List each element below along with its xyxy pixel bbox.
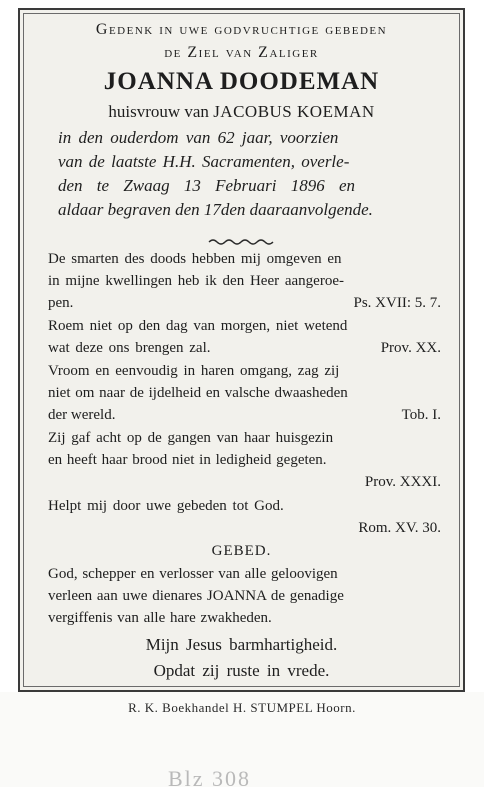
prayer-line-3: vergiffenis van alle hare zwakheden. [48, 610, 272, 626]
verse-1-reference: Ps. XVII: 5. 7. [353, 295, 441, 311]
verse-3-reference: Tob. I. [401, 407, 441, 423]
verse-4-line-2: en heeft haar brood niet in ledigheid gegeten. [48, 452, 327, 468]
verse-2-line-2: wat deze ons brengen zal. [48, 340, 211, 356]
closing-line-2: Opdat zij ruste in vrede. [153, 661, 330, 680]
deceased-name: JOANNA DOODEMAN [103, 68, 380, 95]
verse-3-line-1: Vroom en eenvoudig in haren omgang, zag zij [48, 363, 340, 379]
verse-5-reference: Rom. XV. 30. [358, 520, 441, 536]
verse-3-line-2: niet om naar de ijdelheid en valsche dwaasheden [48, 385, 348, 401]
verse-3-line-3: der wereld. [48, 407, 116, 423]
prayer-line-1: God, schepper en verlosser van alle geloovigen [48, 566, 338, 582]
verse-1-line-3: pen. [48, 295, 74, 311]
verse-1-line-1: De smarten des doods hebben mij omgeven en [48, 251, 342, 267]
header-line-2: de Ziel van Zaliger [164, 44, 319, 61]
spouse-line [20, 103, 463, 120]
intro-line-4: aldaar begraven den 17den daaraanvolgende. [58, 200, 373, 219]
faded-page-number: Blz 308 [168, 766, 252, 791]
publisher-line: R. K. Boekhandel H. STUMPEL Hoorn. [128, 700, 356, 715]
verse-4-reference: Prov. XXXI. [364, 474, 441, 490]
intro-line-2: van de laatste H.H. Sacramenten, overle- [58, 152, 350, 171]
verse-2-reference: Prov. XX. [380, 340, 441, 356]
verse-5-line: Helpt mij door uwe gebeden tot God. [48, 498, 284, 514]
closing-line-1: Mijn Jesus barmhartigheid. [145, 635, 338, 654]
prayer-line-2: verleen aan uwe dienares JOANNA de genadige [48, 588, 344, 604]
spouse-name: JACOBUS KOEMAN [213, 102, 375, 121]
prayer-title: GEBED. [211, 543, 272, 559]
intro-line-1: in den ouderdom van 62 jaar, voorzien [58, 128, 339, 147]
memorial-card [18, 8, 465, 692]
spouse-prefix: huisvrouw van [108, 102, 209, 121]
ornamental-divider [207, 237, 277, 247]
verse-1-line-2: in mijne kwellingen heb ik den Heer aangeroe- [48, 273, 344, 289]
intro-line-3: den te Zwaag 13 Februari 1896 en [58, 176, 356, 195]
header-line-1: Gedenk in uwe godvruchtige gebeden [95, 21, 388, 38]
verse-2-line-1: Roem niet op den dag van morgen, niet wetend [48, 318, 348, 334]
verse-4-line-1: Zij gaf acht op de gangen van haar huisgezin [48, 430, 334, 446]
